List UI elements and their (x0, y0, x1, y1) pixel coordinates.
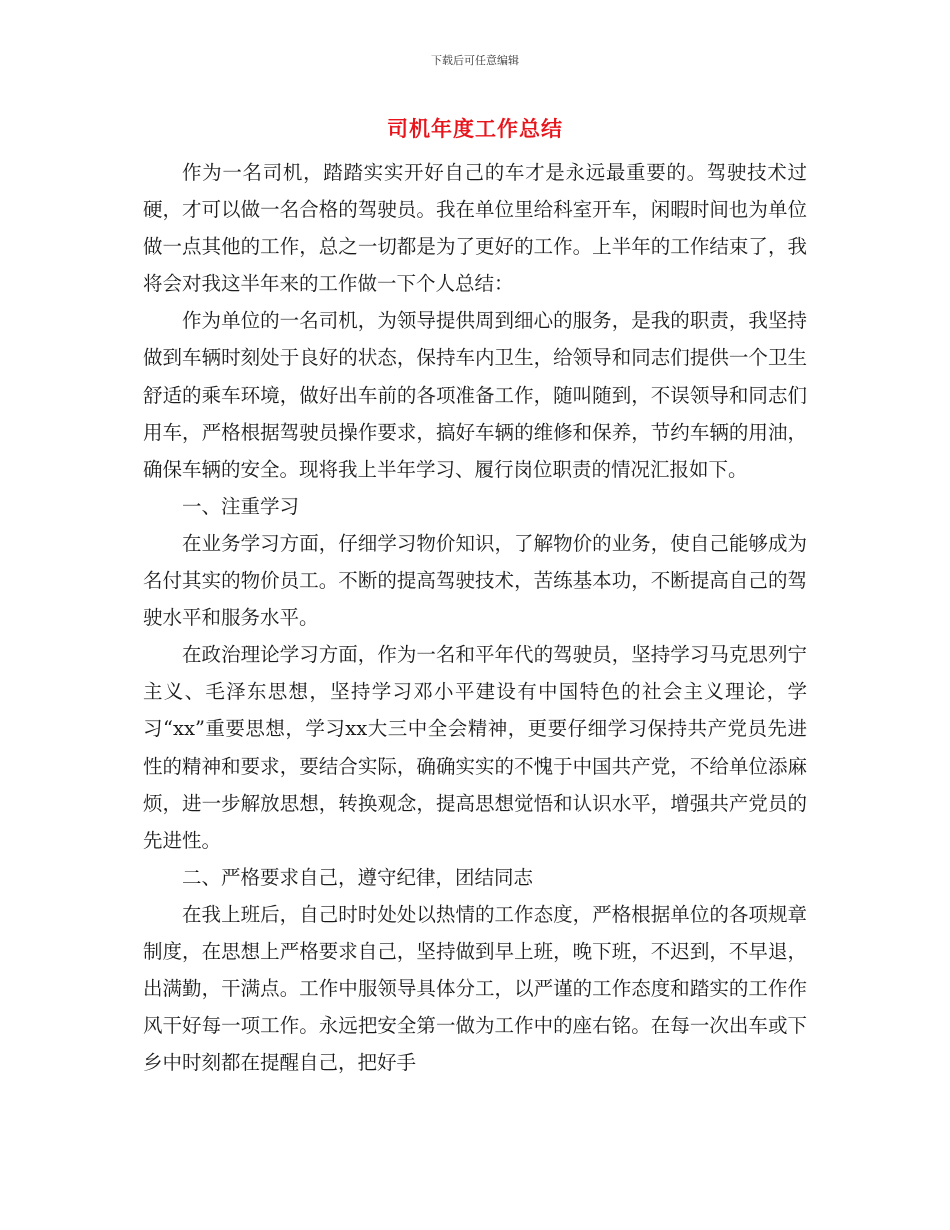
paragraph-intro: 作为一名司机，踏踏实实开好自己的车才是永远最重要的。驾驶技术过硬，才可以做一名合格的驾驶员。我在单位里给科室开车，闲暇时间也为单位做一点其他的工作，总之一切都是为了更好的工作。上半年的工作结束了，我将会对我这半年来的工作做一下个人总结： (143, 161, 807, 296)
section-heading-2: 二、严格要求自己，遵守纪律，团结同志 (182, 865, 534, 889)
section-heading-1: 一、注重学习 (182, 494, 300, 518)
document-body (143, 154, 807, 1081)
paragraph-duties: 作为单位的一名司机，为领导提供周到细心的服务，是我的职责，我坚持做到车辆时刻处于良好的状态，保持车内卫生，给领导和同志们提供一个卫生舒适的乘车环境，做好出车前的各项准备工作，随叫随到，不误领导和同志们用车，严格根据驾驶员操作要求，搞好车辆的维修和保养，节约车辆的用油，确保车辆的安全。现将我上半年学习、履行岗位职责的情况汇报如下。 (143, 309, 807, 481)
header-note: 下载后可任意编辑 (431, 54, 519, 67)
paragraph-political-study: 在政治理论学习方面，作为一名和平年代的驾驶员，坚持学习马克思列宁主义、毛泽东思想，坚持学习邓小平建设有中国特色的社会主义理论，学习“xx”重要思想，学习xx大三中全会精神，更要仔细学习保持共产党员先进性的精神和要求，要结合实际，确确实实的不愧于中国共产党，不给单位添麻烦，进一步解放思想，转换观念，提高思想觉悟和认识水平，增强共产党员的先进性。 (143, 643, 807, 852)
paragraph-discipline: 在我上班后，自己时时处处以热情的工作态度，严格根据单位的各项规章制度，在思想上严格要求自己，坚持做到早上班，晚下班，不迟到，不早退，出满勤，干满点。工作中服领导具体分工，以严谨的工作态度和踏实的工作作风干好每一项工作。永远把安全第一做为工作中的座右铭。在每一次出车或下乡中时刻都在提醒自己，把好手 (143, 902, 807, 1075)
paragraph-business-study: 在业务学习方面，仔细学习物价知识，了解物价的业务，使自己能够成为名付其实的物价员工。不断的提高驾驶技术，苦练基本功，不断提高自己的驾驶水平和服务水平。 (143, 531, 807, 630)
document-title: 司机年度工作总结 (387, 117, 563, 141)
